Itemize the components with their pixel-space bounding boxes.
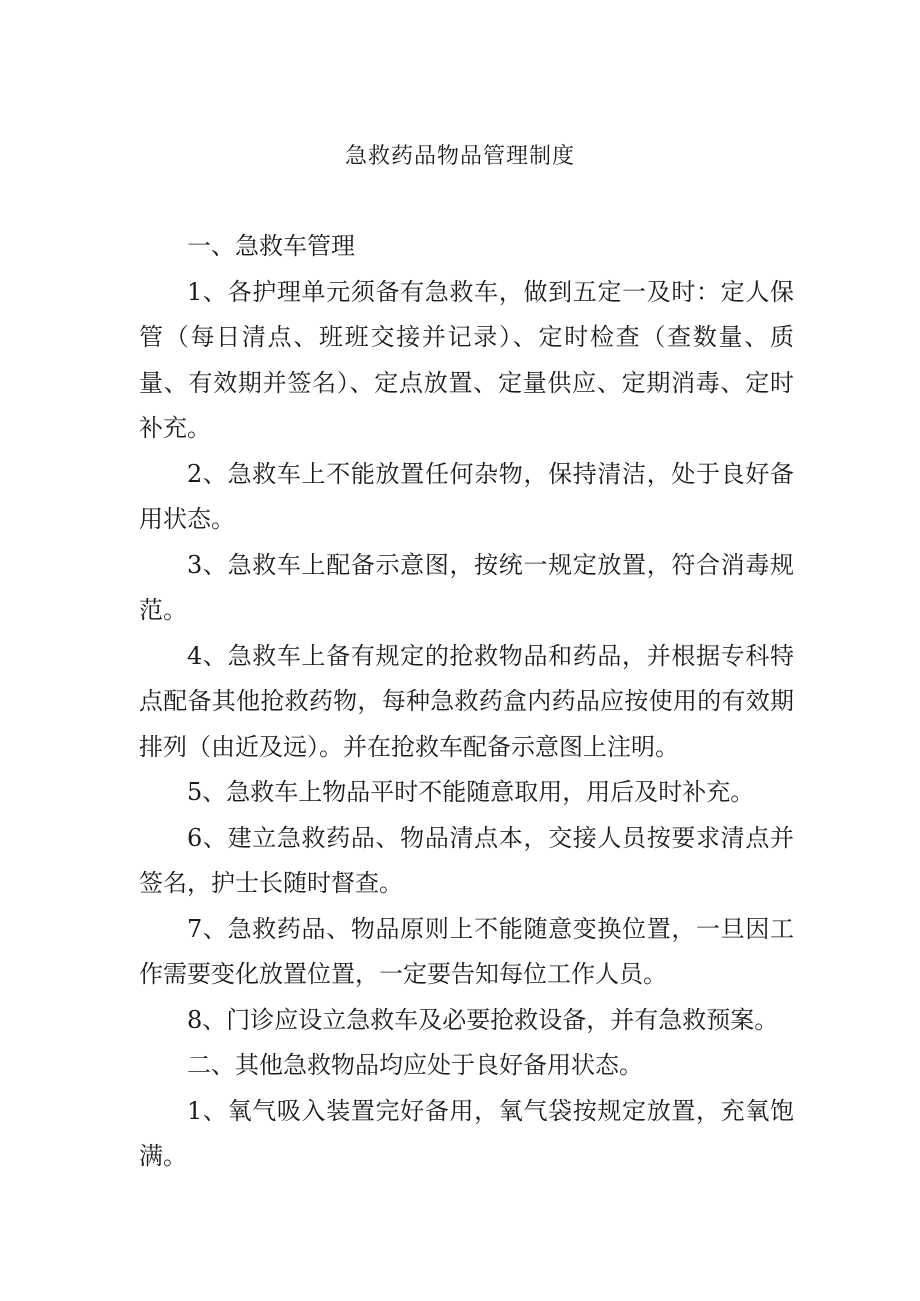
paragraph-item-2: 2、急救车上不能放置任何杂物，保持清洁，处于良好备用状态。: [139, 459, 794, 533]
document-title: 急救药品物品管理制度: [344, 144, 575, 169]
paragraph-item-5: 5、急救车上物品平时不能随意取用，用后及时补充。: [187, 778, 755, 806]
paragraph-item-2-1: 1、氧气吸入装置完好备用，氧气袋按规定放置，充氧饱满。: [139, 1096, 794, 1170]
paragraph-item-4: 4、急救车上备有规定的抢救物品和药品，并根据专科特点配备其他抢救药物，每种急救药盒内药品应按使用的有效期排列（由近及远）。并在抢救车配备示意图上注明。: [139, 641, 794, 761]
paragraph-item-3: 3、急救车上配备示意图，按统一规定放置，符合消毒规范。: [139, 550, 794, 624]
paragraph-item-8: 8、门诊应设立急救车及必要抢救设备，并有急救预案。: [187, 1005, 779, 1034]
section-heading-2: 二、其他急救物品均应处于良好备用状态。: [187, 1051, 643, 1079]
paragraph-item-7: 7、急救药品、物品原则上不能随意变换位置，一旦因工作需要变化放置位置，一定要告知每位工作人员。: [139, 914, 794, 988]
paragraph-item-6: 6、建立急救药品、物品清点本，交接人员按要求清点并签名，护士长随时督查。: [139, 823, 794, 897]
document-body: [139, 224, 794, 1180]
section-heading-1: 一、急救车管理: [187, 232, 355, 260]
paragraph-item-1: 1、各护理单元须备有急救车，做到五定一及时：定人保管（每日清点、班班交接并记录）、定时检查（查数量、质量、有效期并签名）、定点放置、定量供应、定期消毒、定时补充。: [139, 277, 794, 442]
